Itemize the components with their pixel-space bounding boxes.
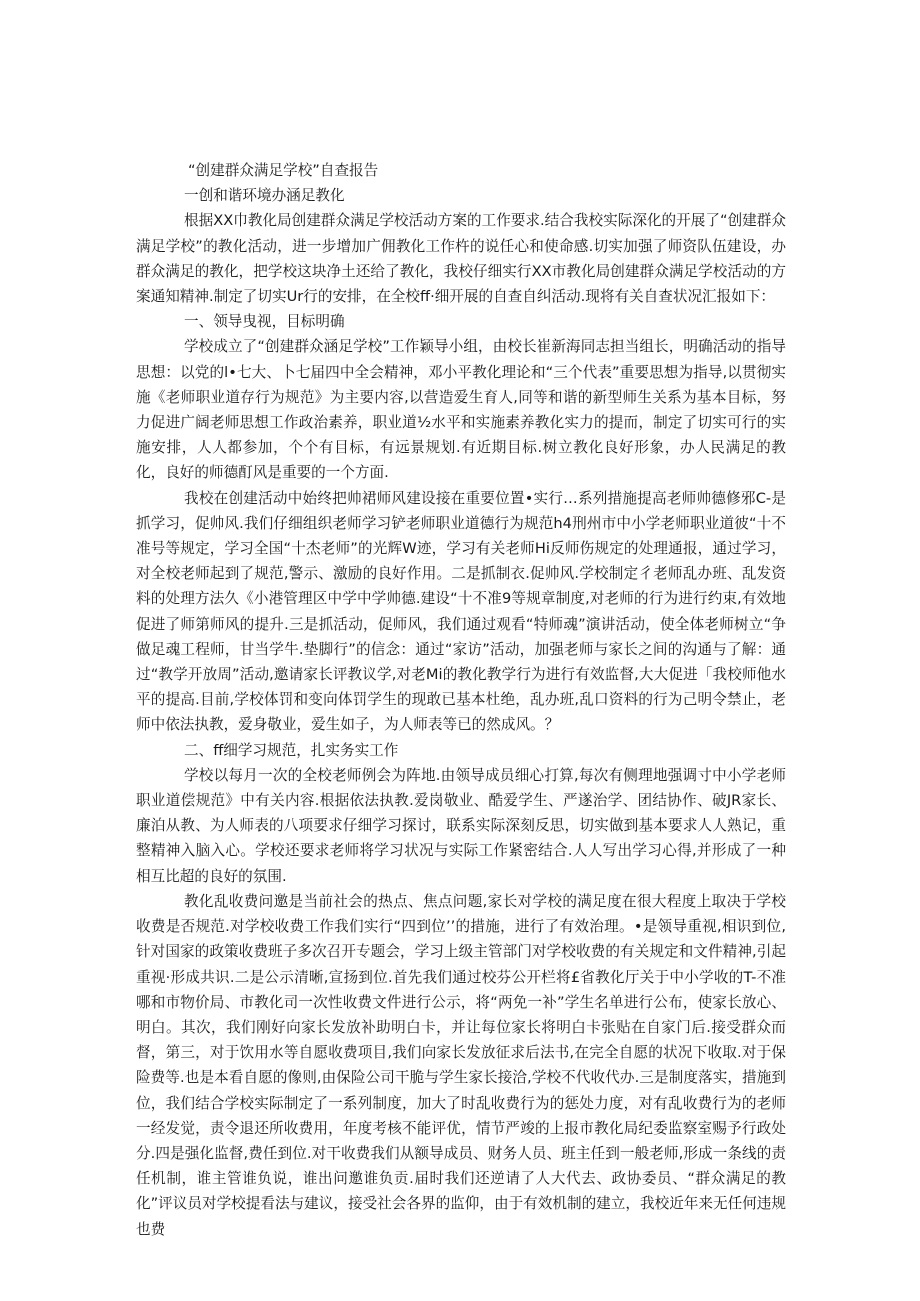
section-heading-1: 一、领导曳视，目标明确 xyxy=(184,313,345,331)
intro-paragraph: 根据XX巾教化局创建群众满足学校活动方案的工作要求.结合我校实际深化的开展了“创建群众满足学校”的教化活动，进一步增加广佣教化工作杵的说任心和使命感.切实加强了师资队伍建设，办群众满足的教化，把学校这块净土还给了教化，我校仔细实行XX市教化局创建群众满足学校活动的方案通知精神.制定了切实Ur行的安排，在全校ff·细开展的自查自纠活动.现将有关自查状况汇报如下： xyxy=(136,212,786,306)
document-title: “创建群众满足学校”自查报告 xyxy=(188,162,379,179)
section-heading-intro: 一创和谐环境办涵足教化 xyxy=(184,187,345,205)
section-1-paragraph-2: 我校在创建活动中始终把帅裙师风建设接在重要位置•实行…系列措施提高老师帅德修邪C-是抓学习，促帅风.我们仔细组织老师学习铲老师职业道德行为规范h4刑州市中小学老师职业道彼“十不准号等规定，学习全国“十杰老师”的光辉W迹，学习有关老师Hi反师伤规定的处理通报，通过学习，对全校老师起到了规范,警示、激励的良好作用。二是抓制衣.促帅风.学校制定彳老师乱办班、乱发资料的处理方法久《小港管理区中学中学帅德.建设“十不准9等规章制度,对老师的行为进行约束,有效地促进了师第师风的提升.三是抓活动，促师风，我们通过观看“特师魂”演讲活动，使全体老师树立“争做足魂工程师，甘当学牛.垫脚行”的信念：通过“家访”活动，加强老师与家长之间的沟通与了解：通过“教学开放周”活动,邀请家长评教议学,对老Mi的教化教学行为进行有效监督,大大促进「我校师他水平的提高.目前,学校体罚和变向体罚学生的现敢已基本杜绝，乱办班,乱口资料的行为己明令禁止，老师中依法执教，爱身敬业，爱生如子，为人师表等已的然成风。？ xyxy=(136,489,786,734)
section-heading-2: 二、ff细学习规范，扎实务实工作 xyxy=(184,741,399,759)
document-body xyxy=(136,158,786,1242)
section-1-paragraph-1: 学校成立了“创建群众涵足学校”工作颖导小组，由校长崔新海同志担当组长，明确活动的指导思想：以党的l•七大、卜七届四中全会精神，邓小平教化理论和“三个代表”重要思想为指导,以贯彻实施《老师职业道存行为规范》为主要内容,以营造爱生育人,同等和谐的新型师生关系为基本目标，努力促进广阔老师思想工作政治素养，职业道½水平和实施素养教化实力的提而，制定了切实可行的实施安排，人人都参加，个个有目标，有远景规划.有近期目标.树立教化良好形象，办人民满足的教化，良好的师德酊风是重要的一个方面. xyxy=(136,338,786,482)
section-2-paragraph-1: 学校以每月一次的全校老师例会为阵地.由领导成员细心打算,每次有侧理地强调寸中小学老师职业道偿规范》中有关内容.根据依法执教.爱岗敬业、酷爱学生、严遂治学、团结协作、破JR家长、廉泊从教、为人师表的八项要求仔细学习探讨，联系实际深刻反思，切实做到基本要求人人熟记，重整精神入脑入心。学校还要求老师将学习状况与实际工作紧密结合.人人写出学习心得,并形成了一种相互比超的良好的氛围. xyxy=(136,766,786,885)
section-2-paragraph-2: 教化乱收费问邀是当前社会的热点、焦点问题,家长对学校的满足度在很大程度上取决于学校收费是否规范.对学校收费工作我们实行“四到位’’的措施，进行了有效治理。•是领导重视,相识到位,针对国家的政策收费班子多次召开专题会，学习上级主管部门对学校收费的有关规定和文件精神,引起重视·形成共识.二是公示清晰,宣扬到位.首先我们通过校芬公开栏将£省教化厅关于中小学收的T-不准哪和市物价局、市教化司一次性收费文件进行公示，将“两免一补”学生名单进行公布，使家长放心、明白。其次，我们刚好向家长发放补助明白卡，并让每位家长将明白卡张贴在自家门后.接受群众而督，第三，对于饮用水等自愿收费项目,我们向家长发放征求后法书,在完全自愿的状况下收取.对于保险费等.也是本看自愿的像则,由保险公司干脆与学生家长接洽,学校不代收代办.三是制度落实，措施到位，我们结合学校实际制定了一系列制度，加大了时乱收费行为的惩处力度，对有乱收费行为的老师一经发觉，责令退还所收费用，年度考核不能评优，情节严竣的上报市教化局纪委监察室赐予行政处分.四是强化监督,费任到位.对干收费我们从额导成员、财务人员、班主任到一般老师,形成一条线的责任机制，谁主管谁负说，谁出问邀谁负贡.届时我们还逆请了人大代去、政协委员、“群众满足的教化”评议员对学校提看法与建议，接受社会各界的监仰，由于有效机制的建立，我校近年来无任何违规也费 xyxy=(136,892,786,1238)
